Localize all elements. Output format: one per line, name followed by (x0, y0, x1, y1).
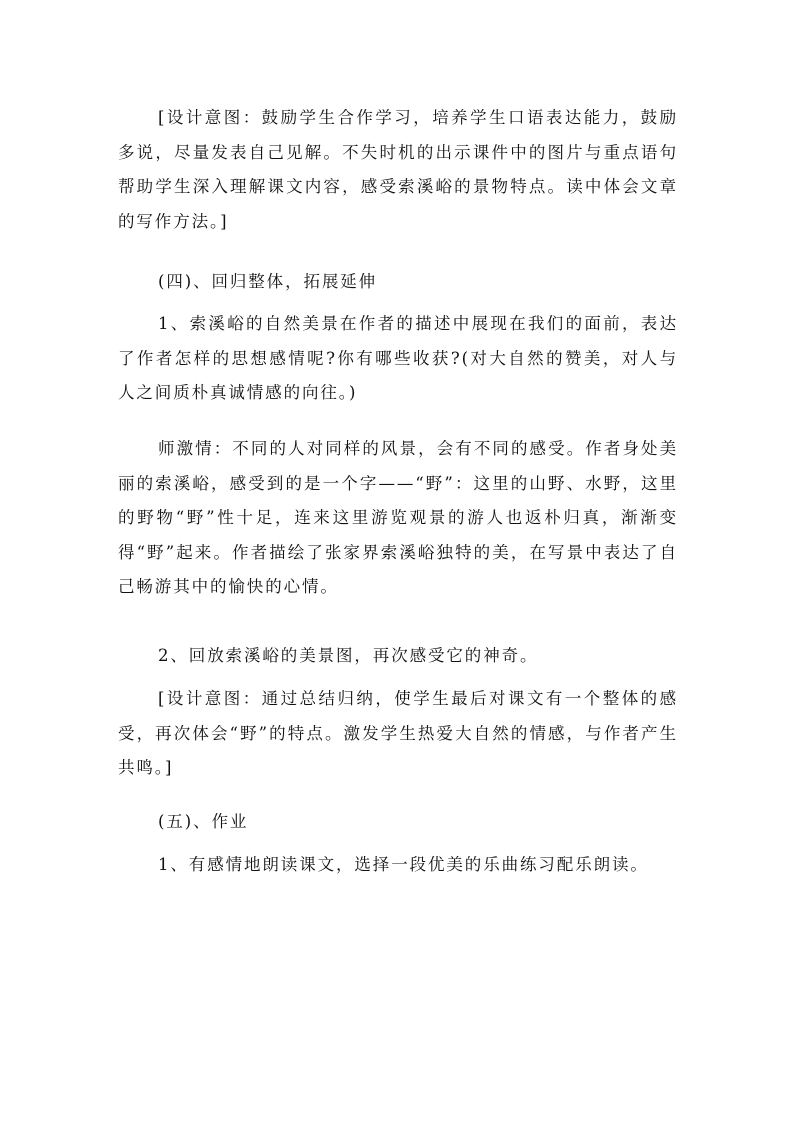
section-heading-5: (五)、作业 (158, 812, 249, 831)
design-intent-paragraph-2: [设计意图：通过总结归纳，使学生最后对课文有一个整体的感受，再次体会“野”的特点。激发学生热爱大自然的情感，与作者产生共鸣。] (118, 689, 678, 777)
question-paragraph-1: 1、索溪峪的自然美景在作者的描述中展现在我们的面前，表达了作者怎样的思想感情呢?你有哪些收获?(对大自然的赞美，对人与人之间质朴真诚情感的向往。) (118, 314, 678, 402)
section-heading-4: (四)、回归整体，拓展延伸 (158, 272, 378, 291)
review-paragraph-2: 2、回放索溪峪的美景图，再次感受它的神奇。 (158, 646, 539, 665)
teacher-summary-paragraph: 师激情：不同的人对同样的风景，会有不同的感受。作者身处美丽的索溪峪，感受到的是一个字——“野”：这里的山野、水野，这里的野物“野”性十足，连来这里游览观景的游人也返朴归真，渐渐变得“野”起来。作者描绘了张家界索溪峪独特的美，在写景中表达了自己畅游其中的愉快的心情。 (118, 439, 678, 596)
homework-item-1: 1、有感情地朗读课文，选择一段优美的乐曲练习配乐朗读。 (158, 855, 649, 874)
design-intent-paragraph-1: [设计意图：鼓励学生合作学习，培养学生口语表达能力，鼓励多说，尽量发表自己见解。不失时机的出示课件中的图片与重点语句帮助学生深入理解课文内容，感受索溪峪的景物特点。读中体会文章的写作方法。] (118, 108, 678, 231)
